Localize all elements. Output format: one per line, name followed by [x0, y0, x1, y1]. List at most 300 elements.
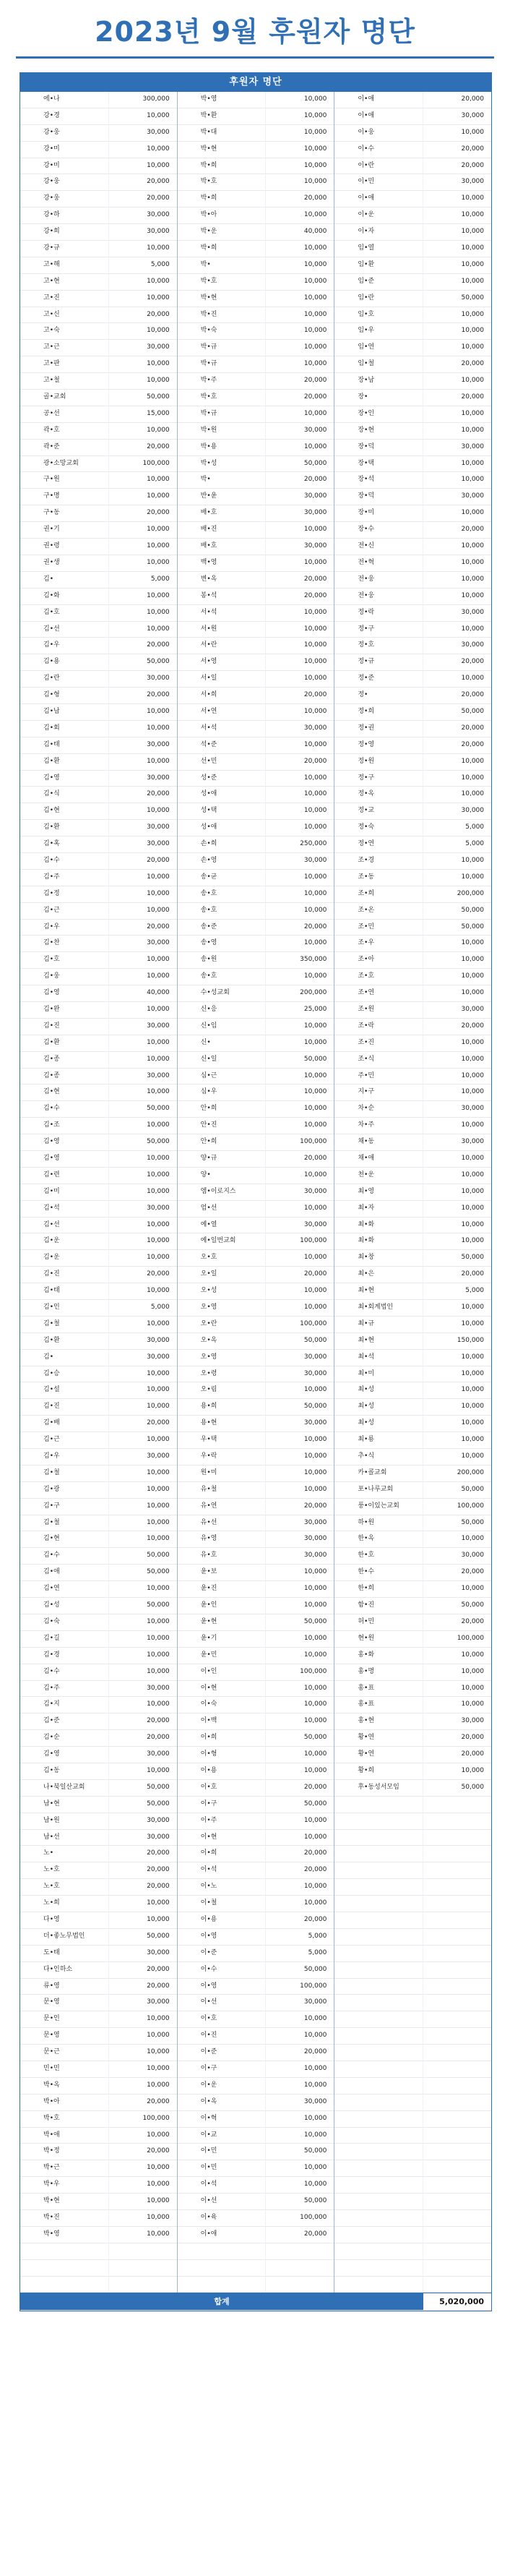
table-row — [20, 1713, 177, 1730]
table-row — [178, 1184, 334, 1201]
table-row — [178, 472, 334, 489]
table-row — [178, 1929, 334, 1946]
table-row — [334, 1482, 491, 1499]
donor-name — [334, 2128, 423, 2144]
donation-amount: 10,000 — [265, 1763, 334, 1779]
table-row — [178, 1134, 334, 1151]
donation-amount: 10,000 — [108, 1912, 177, 1928]
donation-amount: 20,000 — [108, 307, 177, 323]
donor-name: 서•란 — [200, 641, 217, 649]
donation-amount: 10,000 — [265, 406, 334, 422]
table-row — [334, 274, 491, 291]
donation-amount: 30,000 — [265, 1515, 334, 1531]
donor-name: 김• — [43, 575, 54, 583]
table-row — [20, 2144, 177, 2160]
donation-amount — [423, 1962, 491, 1978]
table-row — [178, 1780, 334, 1797]
table-row — [20, 191, 177, 207]
donor-name: 고•철 — [43, 377, 60, 385]
donation-amount — [423, 2194, 491, 2209]
donor-name: 송•호 — [200, 889, 217, 897]
table-row — [20, 489, 177, 505]
table-row — [20, 1084, 177, 1101]
donation-amount: 30,000 — [108, 125, 177, 141]
donation-amount: 10,000 — [423, 671, 491, 687]
donation-amount: 10,000 — [108, 1283, 177, 1299]
donation-amount: 200,000 — [265, 985, 334, 1001]
table-row — [334, 241, 491, 257]
table-row — [178, 1515, 334, 1532]
donation-amount: 30,000 — [108, 1333, 177, 1349]
donation-amount: 30,000 — [108, 737, 177, 753]
donor-name: 김•영 — [43, 1750, 60, 1758]
donor-name: 나•북일산교회 — [43, 1783, 85, 1791]
donation-amount: 20,000 — [108, 2144, 177, 2160]
donation-amount: 10,000 — [108, 1432, 177, 1448]
donation-amount — [423, 1946, 491, 1961]
donation-amount: 20,000 — [108, 853, 177, 869]
donor-name: 조•민 — [358, 923, 375, 930]
table-row — [178, 390, 334, 406]
table-row — [20, 1896, 177, 1912]
donation-amount: 10,000 — [265, 1747, 334, 1763]
table-row — [20, 1912, 177, 1929]
donor-name: 김•호 — [43, 956, 60, 964]
donation-amount: 10,000 — [265, 1019, 334, 1035]
donor-name: 전•웅 — [358, 591, 375, 599]
donation-amount: 10,000 — [265, 1713, 334, 1729]
table-row — [20, 539, 177, 555]
donor-name: 구•원 — [43, 476, 60, 484]
donor-name: 김•완 — [43, 1005, 60, 1013]
donor-name: 강•웅 — [43, 194, 60, 202]
donation-amount — [423, 1995, 491, 2011]
table-row — [20, 1499, 177, 1515]
donation-amount: 10,000 — [265, 638, 334, 654]
donor-name: 하•원 — [358, 1518, 375, 1526]
table-row — [20, 2260, 177, 2277]
donation-amount: 10,000 — [265, 2061, 334, 2077]
table-row — [178, 224, 334, 241]
table-row — [334, 1168, 491, 1184]
donation-amount: 10,000 — [265, 1482, 334, 1498]
donor-name: 이•형 — [200, 1750, 217, 1758]
donation-amount: 10,000 — [423, 1201, 491, 1217]
donation-amount: 10,000 — [108, 158, 177, 174]
donation-amount: 30,000 — [108, 1449, 177, 1465]
donor-name: 김•근 — [43, 906, 60, 914]
table-row — [334, 1896, 491, 1912]
donation-amount: 10,000 — [265, 1118, 334, 1134]
table-row — [334, 2028, 491, 2045]
donation-amount: 20,000 — [423, 142, 491, 158]
donor-name: 이•철 — [200, 1899, 217, 1907]
donation-amount: 10,000 — [108, 108, 177, 124]
donor-name: 손•희 — [200, 840, 217, 848]
table-row — [334, 1250, 491, 1267]
donor-name: 한•수 — [358, 1568, 375, 1576]
table-row — [178, 1548, 334, 1565]
table-row — [178, 985, 334, 1002]
table-row — [20, 721, 177, 737]
table-row — [334, 257, 491, 274]
donor-name: 한•옥 — [358, 1535, 375, 1543]
donor-name: 이•준 — [200, 1948, 217, 1956]
donor-name: 고•근 — [43, 343, 60, 351]
table-row — [334, 224, 491, 241]
table-row — [20, 241, 177, 257]
donation-amount — [423, 2210, 491, 2226]
donation-amount: 10,000 — [265, 936, 334, 951]
donor-name: 황•연 — [358, 1750, 375, 1758]
donor-name: 정•연 — [358, 840, 375, 848]
donation-amount: 30,000 — [265, 1548, 334, 1564]
table-row — [334, 1830, 491, 1847]
donation-amount: 10,000 — [423, 787, 491, 803]
donation-amount: 10,000 — [423, 191, 491, 207]
donor-name: 이•애 — [358, 95, 375, 103]
donor-name: 박•대 — [200, 128, 217, 136]
donation-amount: 10,000 — [265, 1382, 334, 1398]
donor-name — [178, 2243, 266, 2259]
donor-name: 카•콜교회 — [358, 1468, 387, 1476]
donor-name: 김• — [43, 1353, 54, 1361]
donation-amount: 50,000 — [423, 291, 491, 307]
table-row — [334, 505, 491, 522]
donor-name: 임•준 — [358, 277, 375, 285]
donor-name: 김•성 — [43, 1601, 60, 1609]
donation-amount: 10,000 — [265, 2160, 334, 2176]
table-row — [178, 1019, 334, 1035]
table-row — [334, 1979, 491, 1995]
donation-amount: 30,000 — [108, 207, 177, 223]
donation-amount: 20,000 — [108, 1962, 177, 1978]
table-row — [334, 1218, 491, 1234]
donor-name: 손•영 — [200, 856, 217, 864]
donor-name: 함•진 — [358, 1601, 375, 1609]
table-row — [20, 390, 177, 406]
donation-amount — [423, 1979, 491, 1995]
donation-amount: 50,000 — [108, 1565, 177, 1580]
table-row — [178, 1218, 334, 1234]
table-row — [20, 1813, 177, 1830]
table-row — [178, 1631, 334, 1648]
donation-amount: 10,000 — [265, 1449, 334, 1465]
donation-amount: 50,000 — [423, 1598, 491, 1614]
donation-amount: 10,000 — [108, 1763, 177, 1779]
donor-name: 김•혹 — [43, 840, 60, 848]
table-row — [178, 207, 334, 224]
donor-name: 배•진 — [200, 526, 217, 534]
donation-amount — [423, 2227, 491, 2243]
donor-name: 문•영 — [43, 2032, 60, 2040]
table-row — [334, 307, 491, 324]
table-row — [178, 1267, 334, 1283]
donor-name — [334, 2177, 423, 2193]
donor-name: 박•애 — [43, 2131, 60, 2139]
donor-name: 남•현 — [43, 1800, 60, 1807]
donation-amount: 30,000 — [108, 1946, 177, 1961]
table-row — [178, 1730, 334, 1747]
table-row — [178, 1879, 334, 1896]
donor-name: 안•희 — [200, 1138, 217, 1146]
table-row — [334, 771, 491, 787]
donation-amount: 50,000 — [423, 1250, 491, 1266]
table-row — [20, 787, 177, 803]
donation-amount: 10,000 — [265, 903, 334, 919]
donor-name: 김•석 — [43, 1204, 60, 1212]
table-row — [334, 108, 491, 125]
table-header: 후원자 명단 — [20, 73, 491, 92]
table-row — [334, 2210, 491, 2227]
table-row — [20, 1101, 177, 1118]
donation-amount: 20,000 — [423, 92, 491, 108]
table-row — [334, 1879, 491, 1896]
donation-amount: 10,000 — [265, 704, 334, 720]
donation-amount: 10,000 — [108, 472, 177, 488]
donation-amount — [423, 1830, 491, 1846]
table-row — [20, 2243, 177, 2260]
donor-name: 한•호 — [358, 1552, 375, 1559]
donor-name: 서•영 — [200, 658, 217, 666]
donation-amount: 10,000 — [265, 1084, 334, 1100]
table-row — [20, 1218, 177, 1234]
donation-amount: 10,000 — [108, 1499, 177, 1515]
donation-amount: 10,000 — [265, 771, 334, 787]
donor-name: 김•란 — [43, 675, 60, 682]
table-row — [20, 1250, 177, 1267]
table-row — [178, 257, 334, 274]
donor-name: 윤•보 — [200, 1568, 217, 1576]
donation-amount: 30,000 — [108, 1681, 177, 1697]
donor-name: 이•현 — [200, 1684, 217, 1692]
donor-name: 차•주 — [358, 1121, 375, 1129]
donation-amount: 10,000 — [423, 274, 491, 290]
table-row — [334, 2260, 491, 2277]
donor-name — [334, 2028, 423, 2044]
table-row — [334, 406, 491, 423]
table-row — [334, 589, 491, 605]
table-row — [334, 1548, 491, 1565]
table-row — [178, 1862, 334, 1879]
donor-name — [334, 1879, 423, 1895]
donation-amount: 30,000 — [108, 771, 177, 787]
donation-amount: 10,000 — [265, 622, 334, 638]
donor-name: 김•운 — [43, 1254, 60, 1262]
donor-name: 홍•표 — [358, 1684, 375, 1692]
table-row — [178, 2160, 334, 2177]
donation-amount: 10,000 — [108, 803, 177, 819]
donor-name: 김•남 — [43, 707, 60, 715]
donor-name — [20, 2260, 108, 2276]
donor-name: 박•아 — [200, 211, 217, 219]
donor-name: 구•명 — [43, 492, 60, 500]
donation-amount: 25,000 — [265, 1002, 334, 1018]
donation-amount: 20,000 — [265, 472, 334, 488]
donor-name: 이•희 — [200, 1734, 217, 1742]
donation-amount: 10,000 — [108, 969, 177, 985]
donation-amount: 10,000 — [108, 1317, 177, 1332]
table-row — [20, 1697, 177, 1713]
donation-amount: 30,000 — [423, 440, 491, 455]
table-row — [20, 1432, 177, 1449]
donation-amount: 10,000 — [265, 2177, 334, 2193]
donor-name: 선•민 — [200, 757, 217, 765]
donation-amount: 10,000 — [265, 125, 334, 141]
table-row — [20, 803, 177, 820]
donor-name: 정•락 — [358, 608, 375, 616]
donation-amount: 10,000 — [423, 323, 491, 339]
donation-amount: 10,000 — [423, 1382, 491, 1398]
donor-name: 오•옥 — [200, 1336, 217, 1344]
donor-name: 이•민 — [200, 2147, 217, 2155]
donor-name: 지•구 — [358, 1088, 375, 1096]
table-row — [20, 1482, 177, 1499]
donor-name: 김•형 — [43, 691, 60, 699]
donation-amount: 10,000 — [265, 2111, 334, 2127]
table-row — [178, 1069, 334, 1085]
donation-amount: 100,000 — [423, 1499, 491, 1515]
donation-amount: 20,000 — [108, 1730, 177, 1746]
donor-name: 성•택 — [200, 807, 217, 815]
donor-name: 정• — [358, 691, 368, 699]
donor-name: 양• — [200, 1171, 211, 1178]
table-row — [20, 2194, 177, 2210]
table-row — [178, 356, 334, 373]
donor-name: 이•호 — [200, 2015, 217, 2023]
donor-name — [334, 2094, 423, 2110]
donation-amount: 30,000 — [423, 174, 491, 190]
donation-amount: 10,000 — [108, 1052, 177, 1068]
donor-name: 서•석 — [200, 608, 217, 616]
donor-name: 강•웅 — [43, 128, 60, 136]
donation-amount: 5,000 — [423, 820, 491, 836]
donor-name: 이•용 — [200, 1766, 217, 1774]
donation-amount: 20,000 — [423, 1747, 491, 1763]
donation-amount: 10,000 — [265, 2078, 334, 2094]
donation-amount: 30,000 — [108, 820, 177, 836]
donation-amount: 20,000 — [423, 522, 491, 538]
table-row — [20, 373, 177, 390]
donation-amount: 30,000 — [423, 1101, 491, 1117]
donor-name: 최•룡 — [358, 1436, 375, 1444]
table-row — [334, 440, 491, 456]
donation-amount: 20,000 — [423, 737, 491, 753]
table-row — [334, 1862, 491, 1879]
table-row — [20, 2160, 177, 2177]
table-row — [20, 754, 177, 771]
donor-name: 노• — [43, 1849, 54, 1857]
donor-name: 우•락 — [200, 1452, 217, 1460]
donation-amount: 30,000 — [108, 936, 177, 951]
table-row — [178, 1813, 334, 1830]
table-row — [334, 853, 491, 870]
table-row — [334, 1565, 491, 1581]
donor-name: 우•택 — [200, 1436, 217, 1444]
table-row — [334, 688, 491, 704]
donation-amount: 10,000 — [265, 1631, 334, 1647]
donor-name: 최•성 — [358, 1403, 375, 1411]
table-row — [334, 1631, 491, 1648]
donation-amount: 10,000 — [108, 1084, 177, 1100]
table-row — [178, 2078, 334, 2094]
donation-amount: 20,000 — [265, 688, 334, 703]
donor-name: 조•동 — [358, 873, 375, 881]
donation-amount — [423, 2260, 491, 2276]
donor-name: 강•웅 — [43, 178, 60, 186]
donation-amount: 10,000 — [265, 2011, 334, 2027]
donation-amount: 10,000 — [265, 323, 334, 339]
table-row — [20, 622, 177, 638]
donor-name: 김•지 — [43, 1700, 60, 1708]
donor-name — [334, 2210, 423, 2226]
table-row — [334, 2277, 491, 2293]
table-row — [20, 1565, 177, 1581]
table-row — [20, 158, 177, 175]
donation-amount: 10,000 — [265, 1813, 334, 1829]
donor-name: 조•락 — [358, 1022, 375, 1030]
donation-amount: 100,000 — [108, 2111, 177, 2127]
table-row — [20, 1233, 177, 1250]
donor-name: 김•회 — [43, 724, 60, 732]
donor-name: 김•식 — [43, 790, 60, 798]
donor-name: 박•정 — [43, 2147, 60, 2155]
table-row — [178, 2144, 334, 2160]
donation-amount: 20,000 — [265, 390, 334, 406]
table-row — [20, 704, 177, 721]
donation-amount: 20,000 — [108, 1713, 177, 1729]
table-row — [178, 2210, 334, 2227]
donation-amount: 10,000 — [265, 1250, 334, 1266]
table-row — [20, 1019, 177, 1035]
donation-amount: 30,000 — [265, 1995, 334, 2011]
donation-amount: 30,000 — [265, 2094, 334, 2110]
donor-name: 이•선 — [200, 1998, 217, 2006]
donor-name: 박•영 — [200, 95, 217, 103]
donor-name: 김•찬 — [43, 939, 60, 947]
donation-amount — [423, 2061, 491, 2077]
donor-name: 성•준 — [200, 774, 217, 782]
donation-amount: 50,000 — [423, 704, 491, 720]
table-row — [178, 605, 334, 622]
table-row — [20, 638, 177, 654]
donation-amount: 10,000 — [108, 2011, 177, 2027]
donation-amount: 30,000 — [108, 1830, 177, 1846]
donation-amount: 30,000 — [265, 1218, 334, 1233]
donation-amount: 50,000 — [265, 1052, 334, 1068]
donor-name: 김•순 — [43, 1734, 60, 1742]
donor-name: 이•수 — [358, 145, 375, 153]
donation-amount: 20,000 — [423, 1267, 491, 1283]
donation-amount: 10,000 — [423, 1168, 491, 1184]
table-row — [178, 1168, 334, 1184]
table-row — [178, 440, 334, 456]
donor-name: 오•호 — [200, 1254, 217, 1262]
table-row — [20, 1548, 177, 1565]
donor-name: 유•선 — [200, 1518, 217, 1526]
donation-amount: 30,000 — [423, 489, 491, 505]
table-row — [178, 1084, 334, 1101]
table-row — [178, 688, 334, 704]
table-row — [20, 1134, 177, 1151]
donation-amount: 20,000 — [265, 572, 334, 588]
donor-name: 다•영 — [43, 1915, 60, 1923]
donation-amount: 100,000 — [423, 1631, 491, 1647]
table-row — [334, 539, 491, 555]
donor-column — [177, 92, 334, 2293]
donor-name: 포•나루교회 — [358, 1485, 394, 1493]
donor-name: 조•아 — [358, 956, 375, 964]
